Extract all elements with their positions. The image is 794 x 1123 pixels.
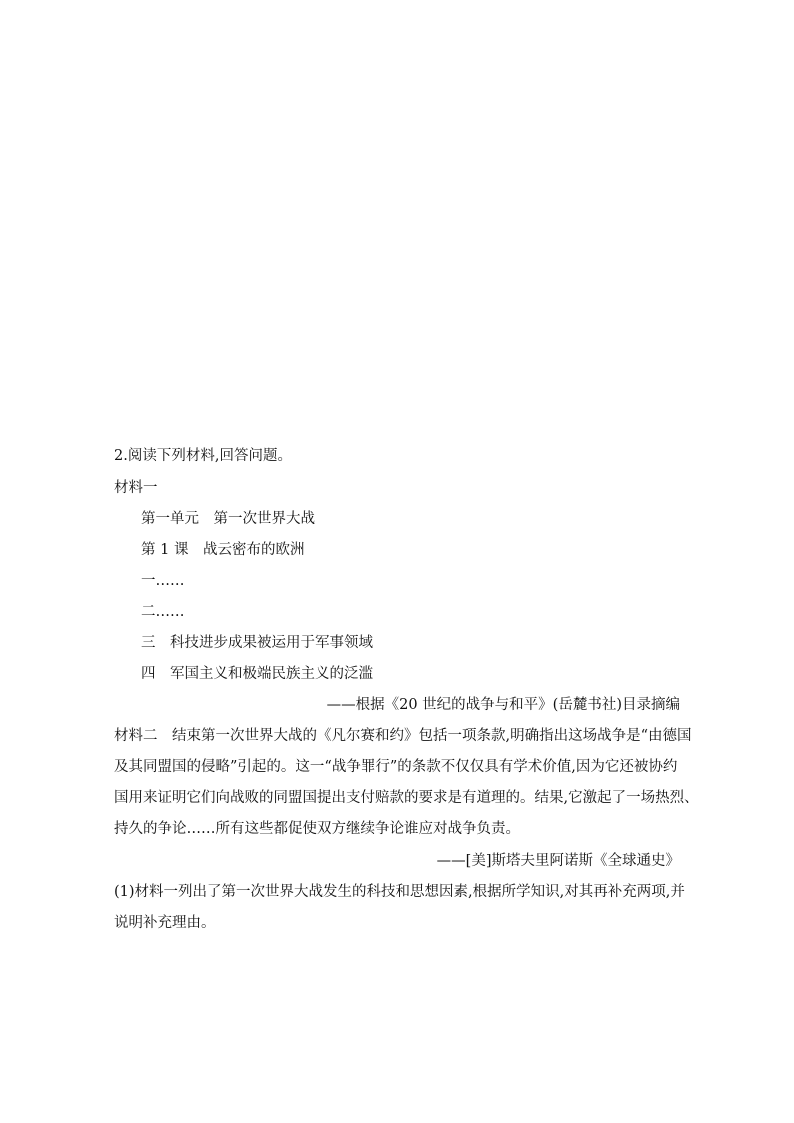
material2-line-2: 及其同盟国的侵略”引起的。这一“战争罪行”的条款不仅仅具有学术价值,因为它还被协约 bbox=[114, 759, 678, 775]
subquestion-1-line-2: 说明补充理由。 bbox=[114, 915, 216, 931]
material2-line-1: 材料二 结束第一次世界大战的《凡尔赛和约》包括一项条款,明确指出这场战争是“由德国 bbox=[114, 728, 692, 744]
material2-paragraph bbox=[114, 721, 699, 845]
toc-line-item-2: 二…… bbox=[141, 604, 185, 620]
material1-label: 材料一 bbox=[114, 480, 158, 496]
material2-line-3: 国用来证明它们向战败的同盟国提出支付赔款的要求是有道理的。结果,它激起了一场热烈、 bbox=[114, 790, 699, 806]
toc-line-item-3: 三 科技进步成果被运用于军事领域 bbox=[141, 635, 373, 651]
subquestion-1 bbox=[114, 877, 685, 939]
question-heading: 2.阅读下列材料,回答问题。 bbox=[114, 448, 292, 464]
material2-line-4: 持久的争论……所有这些都促使双方继续争论谁应对战争负责。 bbox=[114, 821, 520, 837]
toc-line-lesson: 第 1 课 战云密布的欧洲 bbox=[141, 542, 305, 558]
material1-source: ——根据《20 世纪的战争与和平》(岳麓书社)目录摘编 bbox=[326, 697, 680, 713]
material2-source: ——[美]斯塔夫里阿诺斯《全球通史》 bbox=[436, 853, 680, 869]
toc-line-unit: 第一单元 第一次世界大战 bbox=[141, 511, 315, 527]
toc-line-item-1: 一…… bbox=[141, 573, 185, 589]
subquestion-1-line-1: (1)材料一列出了第一次世界大战发生的科技和思想因素,根据所学知识,对其再补充两项,并 bbox=[114, 884, 685, 900]
toc-line-item-4: 四 军国主义和极端民族主义的泛滥 bbox=[141, 666, 373, 682]
